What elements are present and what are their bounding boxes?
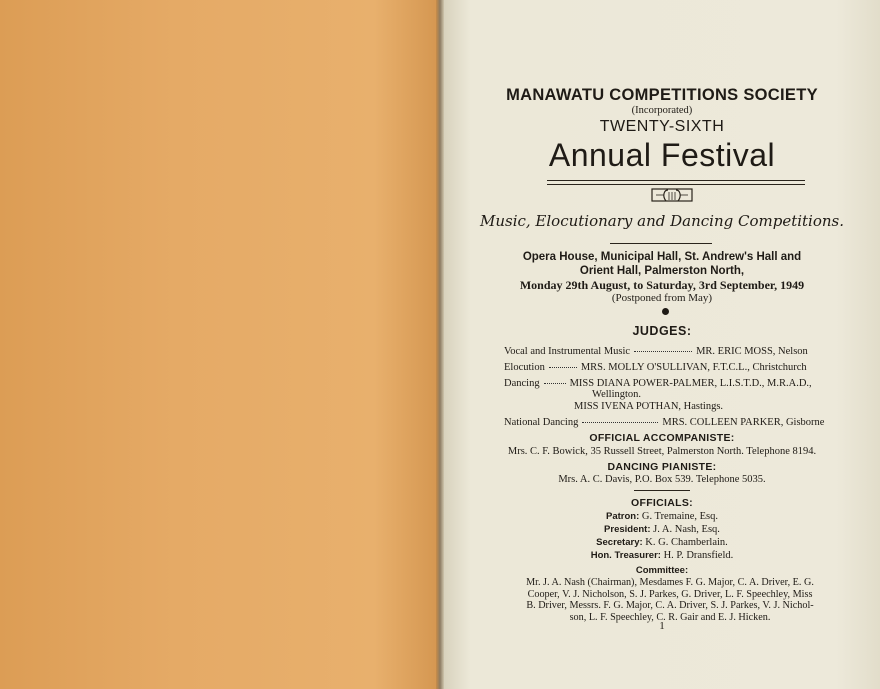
judge-row-continued <box>592 389 880 400</box>
judge-category: Dancing <box>504 378 540 389</box>
judge-row <box>504 378 836 389</box>
judge-name: MR. ERIC MOSS, Nelson <box>696 346 808 357</box>
judge-name: MRS. COLLEEN PARKER, Gisborne <box>662 417 825 428</box>
officials-rule <box>634 490 690 491</box>
title-rule <box>547 180 805 181</box>
official-role: President: <box>604 524 651 535</box>
committee-list <box>504 577 836 623</box>
society-name: MANAWATU COMPETITIONS SOCIETY <box>506 86 818 104</box>
official-patron <box>444 511 880 522</box>
judge-row <box>504 362 836 373</box>
venue-block <box>444 250 880 278</box>
committee-line: son, L. F. Speechley, C. R. Gair and E. J. Hicken. <box>569 611 771 623</box>
accompaniste-heading: OFFICIAL ACCOMPANISTE: <box>589 432 735 444</box>
official-name: J. A. Nash, Esq. <box>653 524 720 535</box>
spine <box>436 0 444 689</box>
festival-dates: Monday 29th August, to Saturday, 3rd September, 1949 <box>519 278 805 292</box>
programme-page <box>444 0 880 689</box>
judge-name: MRS. MOLLY O'SULLIVAN, F.T.C.L., Christchurch <box>580 362 807 373</box>
official-president <box>444 524 880 535</box>
judge-row <box>504 417 836 428</box>
judge-name: MISS DIANA POWER-PALMER, L.I.S.T.D., M.R.A.D., <box>569 378 812 389</box>
judge-category: National Dancing <box>504 417 579 428</box>
judge-name: Wellington. <box>592 389 642 400</box>
official-role: Secretary: <box>596 537 643 548</box>
judge-category: Vocal and Instrumental Music <box>504 346 631 357</box>
pianiste-heading: DANCING PIANISTE: <box>607 461 717 473</box>
judge-row <box>574 401 880 412</box>
official-role: Patron: <box>606 511 640 522</box>
accompaniste-text: Mrs. C. F. Bowick, 35 Russell Street, Palmerston North. Telephone 8194. <box>507 446 817 457</box>
venue-line-1: Opera House, Municipal Hall, St. Andrew's Hall and <box>522 251 802 263</box>
festival-title: Annual Festival <box>548 137 776 173</box>
committee-heading: Committee: <box>635 565 689 576</box>
subtitle-rule <box>610 243 712 244</box>
committee-line: Mr. J. A. Nash (Chairman), Mesdames F. G. Major, C. A. Driver, E. G. <box>526 577 814 588</box>
committee-line: B. Driver, Messrs. F. G. Major, C. A. Driver, S. J. Parkes, V. J. Nichol- <box>526 600 814 611</box>
official-treasurer <box>444 550 880 561</box>
judge-category: Elocution <box>504 362 545 373</box>
official-secretary <box>444 537 880 548</box>
official-name: H. P. Dransfield. <box>663 550 734 561</box>
festival-subtitle: Music, Elocutionary and Dancing Competitions. <box>479 212 844 230</box>
incorporated-note: (Incorporated) <box>631 105 693 116</box>
official-name: K. G. Chamberlain. <box>645 537 728 548</box>
venue-line-2: Orient Hall, Palmerston North, <box>579 265 745 277</box>
official-name: G. Tremaine, Esq. <box>641 511 718 522</box>
officials-heading: OFFICIALS: <box>631 497 693 509</box>
committee-line: Cooper, V. J. Nicholson, S. J. Parkes, G. Driver, L. F. Speechley, Miss <box>527 588 813 600</box>
official-role: Hon. Treasurer: <box>590 550 661 561</box>
judge-name: MISS IVENA POTHAN, Hastings. <box>574 401 724 412</box>
page-number: 1 <box>659 620 665 632</box>
judge-row <box>504 346 836 357</box>
edition-label: TWENTY-SIXTH <box>599 118 725 135</box>
postponed-note: (Postponed from May) <box>611 292 713 304</box>
lyre-ornament-icon <box>650 186 694 204</box>
judges-heading: JUDGES: <box>632 324 692 338</box>
title-rule-thin <box>547 184 805 185</box>
pianiste-text: Mrs. A. C. Davis, P.O. Box 539. Telephone 5035. <box>558 474 766 485</box>
bullet-dot <box>662 308 669 315</box>
